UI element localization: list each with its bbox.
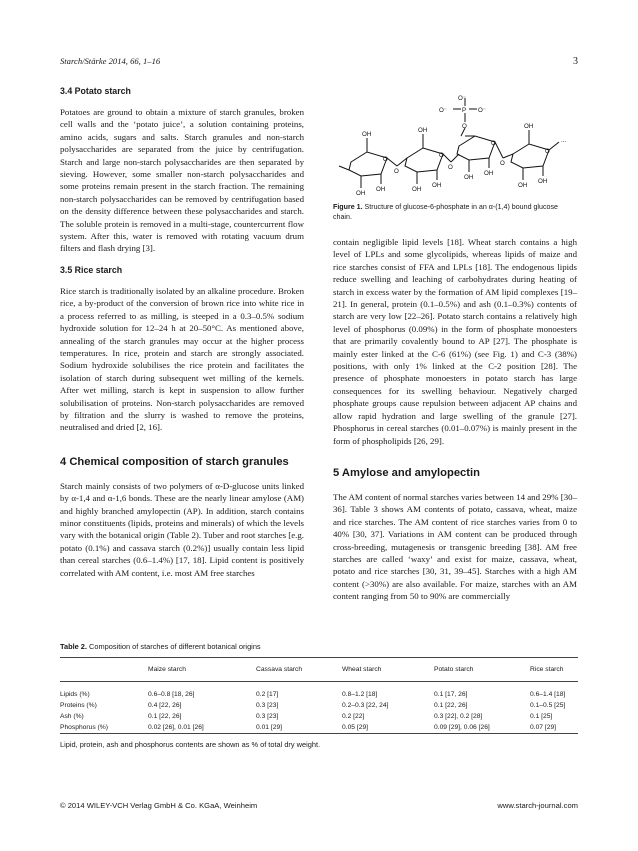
table-cell: 0.09 [29], 0.06 [26] bbox=[434, 724, 490, 731]
phosphate-oxygen-right: O⁻ bbox=[478, 107, 487, 114]
link-oxygen: O bbox=[448, 164, 453, 171]
table-cell: 0.1 [22, 26] bbox=[434, 702, 468, 709]
table-cell: 0.1–0.5 [25] bbox=[530, 702, 566, 709]
paragraph-rice-starch: Rice starch is traditionally isolated by an alkaline procedure. Broken rice, a by-product of the conversion of brown rice into white rice in a process referred to as milling, is steeped in a 0.3–0.5% sodium hydroxide solution for 12–24 h at 20–50°C. As mentioned above, annealing of the starch granules may occur at the higher process temperatures. In rice, protein and starch are strongly associated. Sodium hydroxide solubilises the rice protein and facilitates the isolation of starch during subsequent wet milling of the kernels. After wet milling, starch is kept in suspension to allow further solubilisation of proteins. Non-starch polysaccharides are removed by filtration and the slurry is washed to remove the proteins, neutralised and dried [2, 16]. bbox=[60, 285, 304, 433]
table-header-cell: Rice starch bbox=[530, 666, 564, 673]
table-header-cell: Wheat starch bbox=[342, 666, 382, 673]
oh-label: OH bbox=[432, 182, 442, 189]
composition-table bbox=[60, 657, 578, 754]
table-header-cell: Maize starch bbox=[148, 666, 186, 673]
table-cell: 0.1 [17, 26] bbox=[434, 691, 468, 698]
oh-label: OH bbox=[356, 190, 366, 197]
table-cell: 0.2 [22] bbox=[342, 713, 365, 720]
table-cell: 0.6–0.8 [18, 26] bbox=[148, 691, 195, 698]
section-heading-4: 4 Chemical composition of starch granules bbox=[60, 455, 289, 468]
table-cell: Proteins (%) bbox=[60, 702, 97, 709]
oh-label: OH bbox=[362, 131, 372, 138]
phosphate-ester-oxygen: O bbox=[462, 123, 467, 130]
ring-oxygen: O bbox=[439, 152, 444, 159]
table-cell: Ash (%) bbox=[60, 713, 84, 720]
left-column bbox=[60, 78, 304, 589]
page-number: 3 bbox=[573, 56, 578, 67]
table-cell: 0.4 [22, 26] bbox=[148, 702, 182, 709]
journal-citation: Starch/Stärke 2014, 66, 1–16 bbox=[60, 56, 161, 66]
page-footer bbox=[60, 801, 578, 810]
oh-label: OH bbox=[464, 174, 474, 181]
table-cell: 0.02 [26], 0.01 [26] bbox=[148, 724, 204, 731]
section-heading-3-5: 3.5 Rice starch bbox=[60, 264, 123, 275]
glucose-chain-diagram bbox=[337, 92, 573, 204]
table-header-cell bbox=[60, 658, 148, 682]
ring-oxygen: O bbox=[545, 148, 550, 155]
copyright-notice: © 2014 WILEY-VCH Verlag GmbH & Co. KGaA, Weinheim bbox=[60, 801, 258, 810]
table-row bbox=[60, 700, 578, 711]
paragraph-amylose: The AM content of normal starches varies between 14 and 29% [30–36]. Table 3 shows AM contents of potato, cassava, wheat, maize and rice starches. The AM content of rice starches varies from 0 to 40% [30, 37]. Variations in AM content can be produced through cross-breeding, mutagenesis or transgenic breeding [38]. AM free starches are called ‘waxy’ and exist for maize, cassava, wheat, potato and rice starches [30, 31, 39–45]. Starches with a high AM content (>30%) are also available. For maize, starches with an AM content ranging from 50 to 90% are commercially bbox=[333, 491, 577, 602]
table-cell: 0.01 [29] bbox=[256, 724, 283, 731]
table-cell: 0.3 [22], 0.2 [28] bbox=[434, 713, 483, 720]
oh-label: OH bbox=[518, 182, 528, 189]
link-oxygen: O bbox=[500, 160, 505, 167]
figure-1 bbox=[333, 78, 577, 218]
table-cell: 0.1 [25] bbox=[530, 713, 553, 720]
link-oxygen: O bbox=[394, 168, 399, 175]
section-heading-5: 5 Amylose and amylopectin bbox=[333, 466, 480, 479]
paragraph-chemical-composition: Starch mainly consists of two polymers of α-D-glucose units linked by α-1,4 and α-1,6 bonds. These are the nearly linear amylose (AM) and highly branched amylopectin (AP). In addition, starch contains minor constituents (lipids, proteins and minerals) of which the levels vary with the botanical origin (Table 2). Tuber and root starches [e.g. potato (0.1%) and cassava starch (0.2%)] usually contain less lipid than cereal starches (0.6–1.4%) [17, 18]. Lipid content is positively correlated with AM content, i.e. most AM free starches bbox=[60, 480, 304, 578]
phosphate-oxygen-left: O⁻ bbox=[439, 107, 448, 114]
table-cell: 0.8–1.2 [18] bbox=[342, 691, 378, 698]
chain-continuation: ... bbox=[561, 137, 567, 144]
table-title-label: Table 2. bbox=[60, 642, 87, 651]
oh-label: OH bbox=[418, 127, 428, 134]
phosphate-oxygen-top: O⁻ bbox=[458, 95, 467, 102]
table-header-cell: Potato starch bbox=[434, 666, 474, 673]
table-header-row bbox=[60, 658, 578, 682]
table-cell: 0.2 [17] bbox=[256, 691, 279, 698]
table-header-cell: Cassava starch bbox=[256, 666, 303, 673]
table-cell: 0.3 [23] bbox=[256, 713, 279, 720]
table-note-row bbox=[60, 734, 578, 755]
right-column bbox=[333, 236, 577, 613]
table-cell: 0.6–1.4 [18] bbox=[530, 691, 566, 698]
table-cell: Phosphorus (%) bbox=[60, 724, 108, 731]
ring-oxygen: O bbox=[383, 156, 388, 163]
table-title-text: Composition of starches of different botanical origins bbox=[86, 642, 261, 651]
table-cell: 0.07 [29] bbox=[530, 724, 557, 731]
oh-label: OH bbox=[412, 186, 422, 193]
oh-label: OH bbox=[376, 186, 386, 193]
table-cell: 0.3 [23] bbox=[256, 702, 279, 709]
table-2 bbox=[60, 642, 578, 754]
table-row bbox=[60, 682, 578, 701]
table-row bbox=[60, 722, 578, 734]
ring-oxygen: O bbox=[491, 140, 496, 147]
page-header bbox=[60, 56, 578, 70]
table-row bbox=[60, 711, 578, 722]
journal-url: www.starch-journal.com bbox=[497, 801, 578, 810]
table-cell: 0.2–0.3 [22, 24] bbox=[342, 702, 389, 709]
table-cell: Lipids (%) bbox=[60, 691, 90, 698]
oh-label: OH bbox=[538, 178, 548, 185]
figure-caption-text: Structure of glucose-6-phosphate in an α-(1,4) bound glucose chain. bbox=[333, 203, 558, 221]
section-heading-3-4: 3.4 Potato starch bbox=[60, 86, 131, 96]
paragraph-lipids-continued: contain negligible lipid levels [18]. Wheat starch contains a high level of LPLs and some glycolipids, whereas lipids of maize and rice starches consist of FFA and LPLs [18]. The endogenous lipids reduce swelling and leaching of carbohydrates during heating of starch in excess water by the formation of AM lipid complexes [19–21]. In general, protein (0.1–0.5%) and ash (0.1–0.3%) contents of starch are very low [22–26]. Potato starch contains a relatively high level of phosphorus (0.09%) in the form of phosphate monoesters that are primarily covalently bound to AP [27]. The phosphate is mainly ester linked at the C-6 (61%) (see Fig. 1) and C-3 (38%) positions, with only 1% linked at the C-2 position [28]. The presence of phosphate monoesters in potato starch has large consequences for its swelling behaviour. Negatively charged phosphate groups cause repulsion between adjacent AP chains and allow rapid hydration and large swelling of the granule [27]. Phosphorus in cereal starches (0.01–0.07%) is mainly present in the form of phospholipids [26, 29]. bbox=[333, 237, 577, 446]
table-cell: 0.05 [29] bbox=[342, 724, 369, 731]
oh-label: OH bbox=[524, 123, 534, 130]
table-title bbox=[60, 642, 578, 651]
figure-caption bbox=[333, 202, 577, 222]
table-cell: 0.1 [22, 26] bbox=[148, 713, 182, 720]
paragraph-potato-starch: Potatoes are ground to obtain a mixture of starch granules, broken cell walls and the ‘potato juice’, a solution containing proteins, amino acids, sugars and salts. Starch granules and non-starch polysaccharides are separated from the juice by centrifugation. Starch and large non-starch polysaccharides are then separated by sieving. However, some smaller non-starch polysaccharides and some proteins remain present in the starch fraction. The remaining non-starch polysaccharides can be removed by centrifugation based on the density difference between these polysaccharides and starch. The soluble protein is removed in a multi-stage, countercurrent flow system. After this, water is removed with rotating vacuum drum filters and flash drying [3]. bbox=[60, 107, 304, 254]
oh-label: OH bbox=[484, 170, 494, 177]
figure-caption-label: Figure 1. bbox=[333, 203, 363, 211]
phosphate-p: P bbox=[462, 107, 467, 114]
table-footnote: Lipid, protein, ash and phosphorus contents are shown as % of total dry weight. bbox=[60, 740, 321, 749]
